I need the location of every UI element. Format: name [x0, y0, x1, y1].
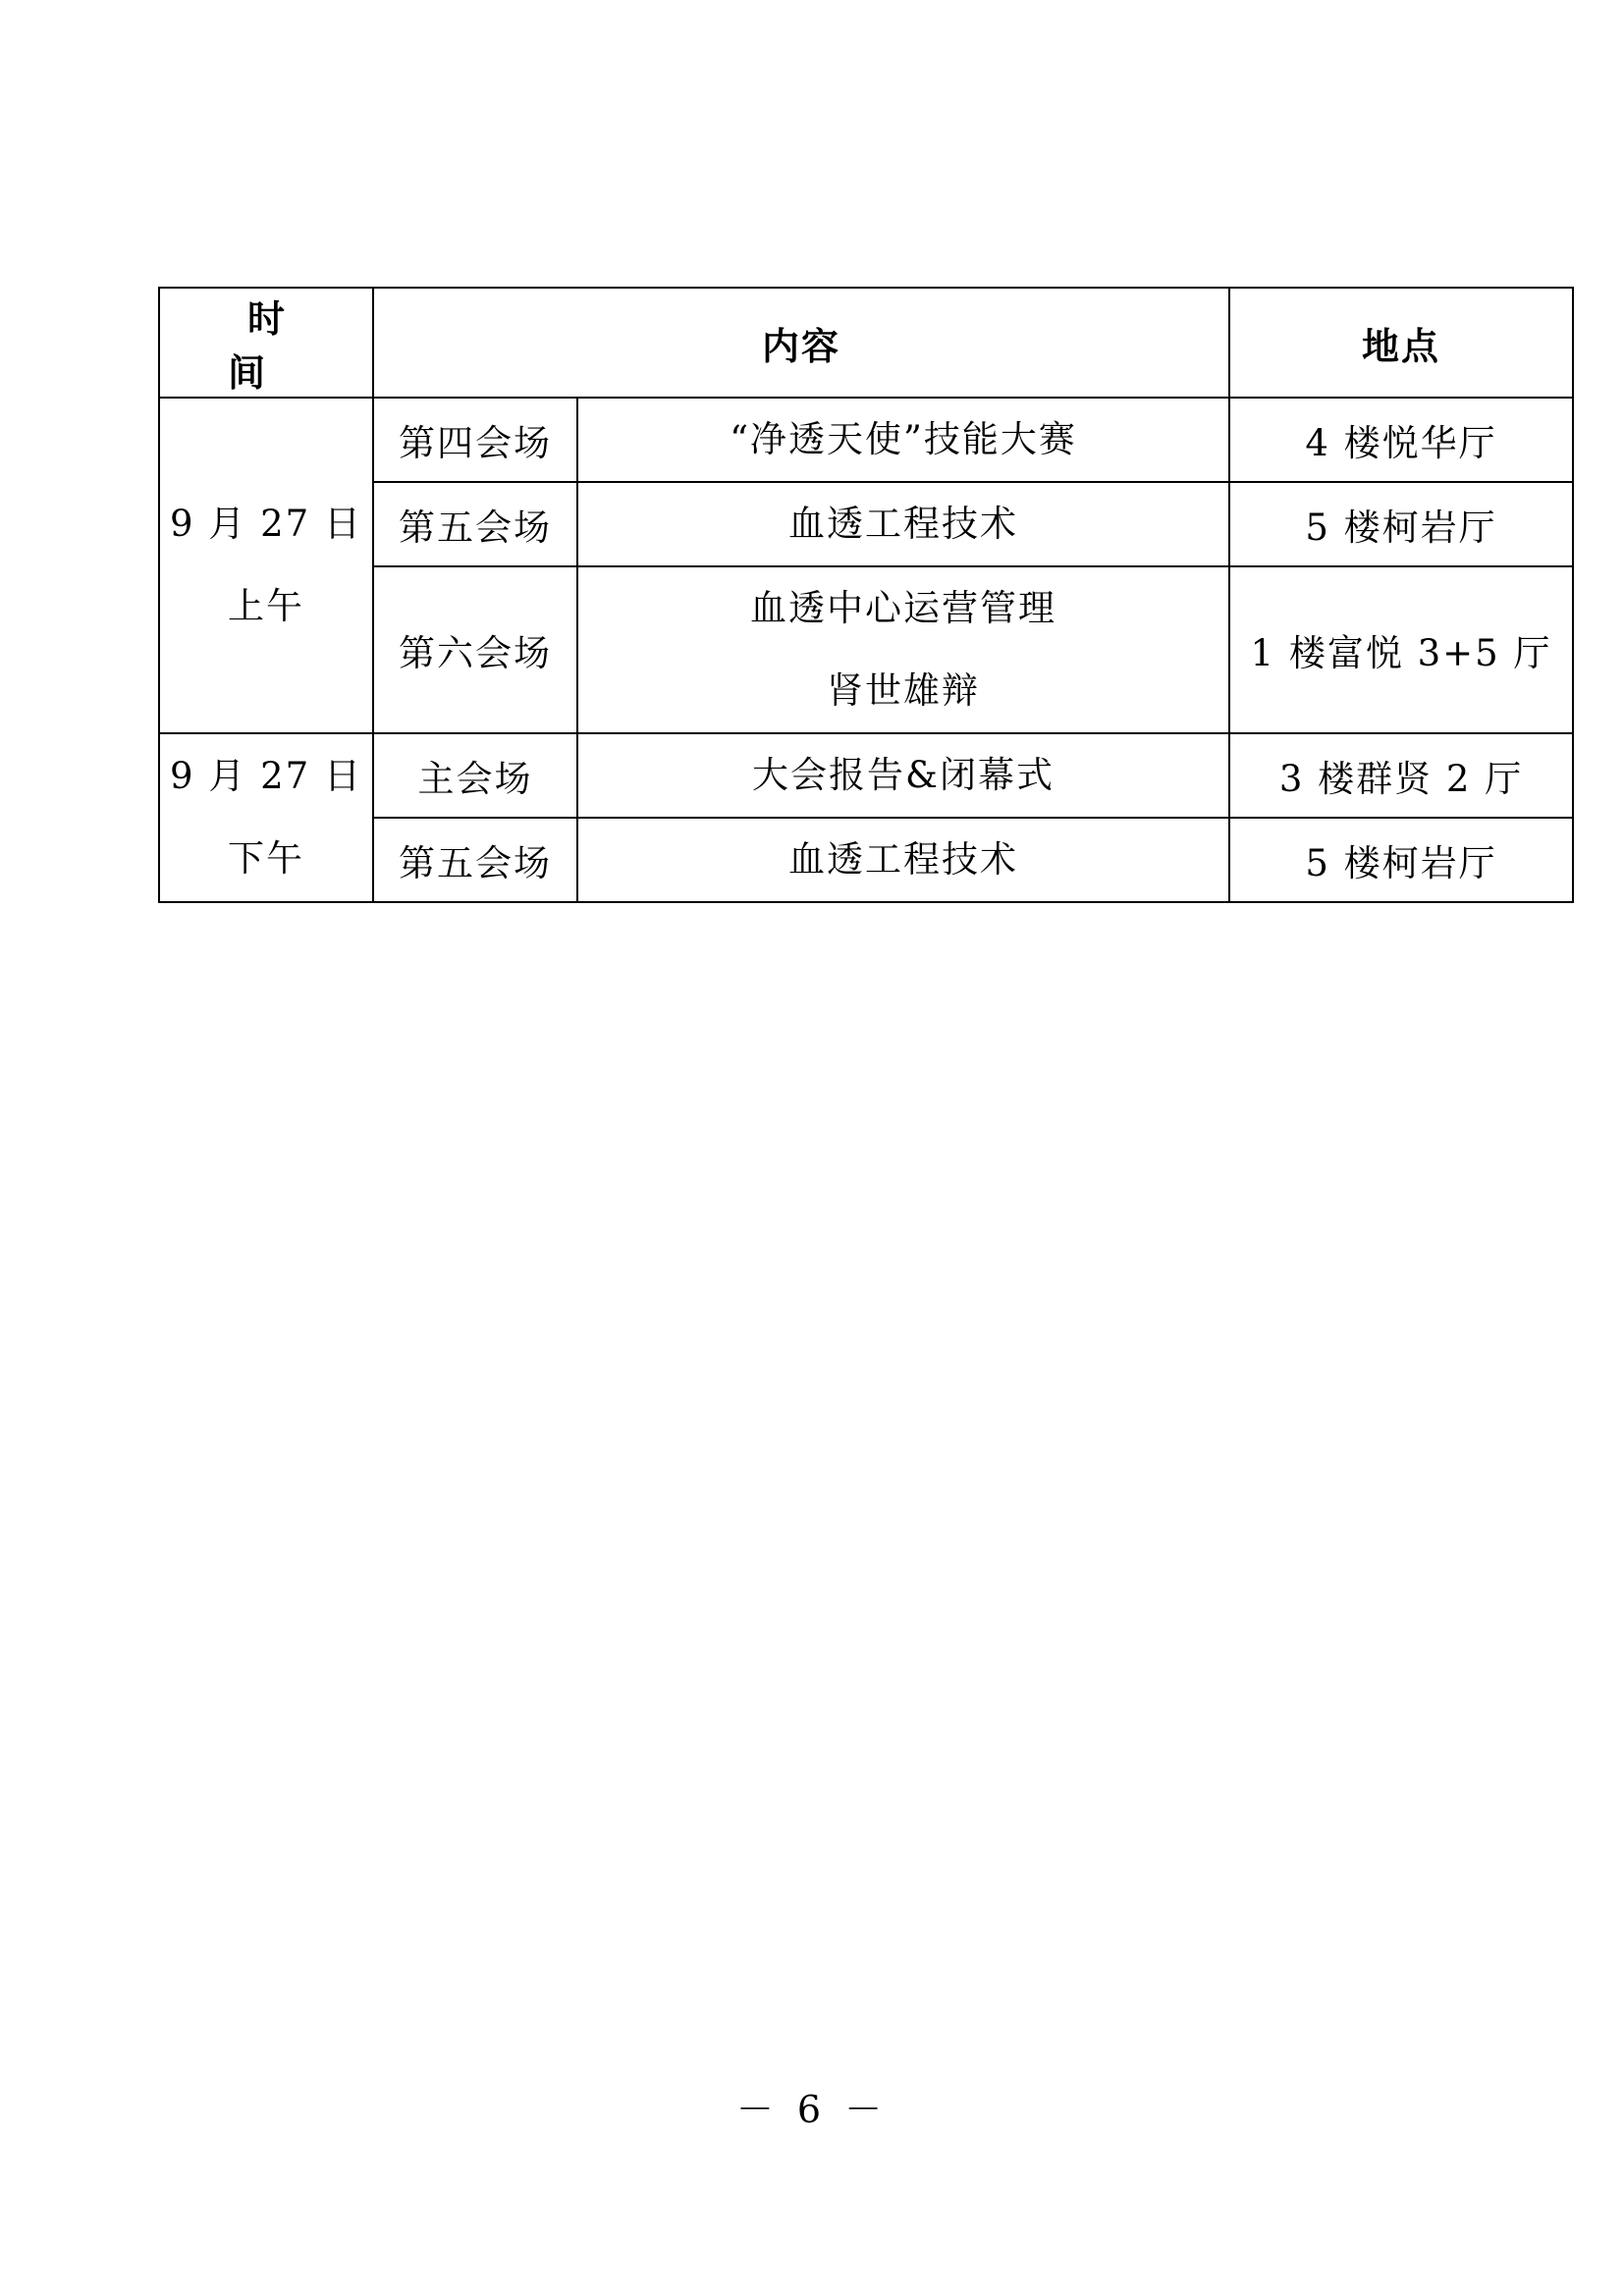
header-location: 地点 — [1229, 288, 1573, 398]
table-row — [159, 733, 1573, 818]
period-text: 下午 — [228, 837, 304, 880]
date-text: 9 月 27 日 — [170, 503, 362, 545]
table-row — [159, 398, 1573, 482]
date-text: 9 月 27 日 — [170, 755, 362, 797]
location-cell: 4 楼悦华厅 — [1229, 398, 1573, 482]
date-cell-morning — [159, 398, 373, 733]
location-cell: 3 楼群贤 2 厅 — [1229, 733, 1573, 818]
venue-cell: 第五会场 — [373, 818, 577, 902]
content-cell: 大会报告&闭幕式 — [577, 733, 1229, 818]
date-cell-afternoon — [159, 733, 373, 902]
location-cell: 1 楼富悦 3+5 厅 — [1229, 566, 1573, 733]
period-text: 上午 — [228, 585, 304, 627]
header-row — [159, 288, 1573, 398]
header-time: 时 间 — [159, 288, 373, 398]
venue-cell: 第五会场 — [373, 482, 577, 566]
location-cell: 5 楼柯岩厅 — [1229, 482, 1573, 566]
venue-cell: 第四会场 — [373, 398, 577, 482]
content-cell: 血透工程技术 — [577, 818, 1229, 902]
page-number: － 6 － — [735, 2088, 889, 2131]
location-cell: 5 楼柯岩厅 — [1229, 818, 1573, 902]
content-cell: “净透天使”技能大赛 — [577, 398, 1229, 482]
content-cell: 血透工程技术 — [577, 482, 1229, 566]
content-cell: 血透中心运营管理 肾世雄辩 — [577, 566, 1229, 733]
schedule-table — [158, 287, 1574, 903]
venue-cell: 主会场 — [373, 733, 577, 818]
header-content: 内容 — [373, 288, 1229, 398]
venue-cell: 第六会场 — [373, 566, 577, 733]
